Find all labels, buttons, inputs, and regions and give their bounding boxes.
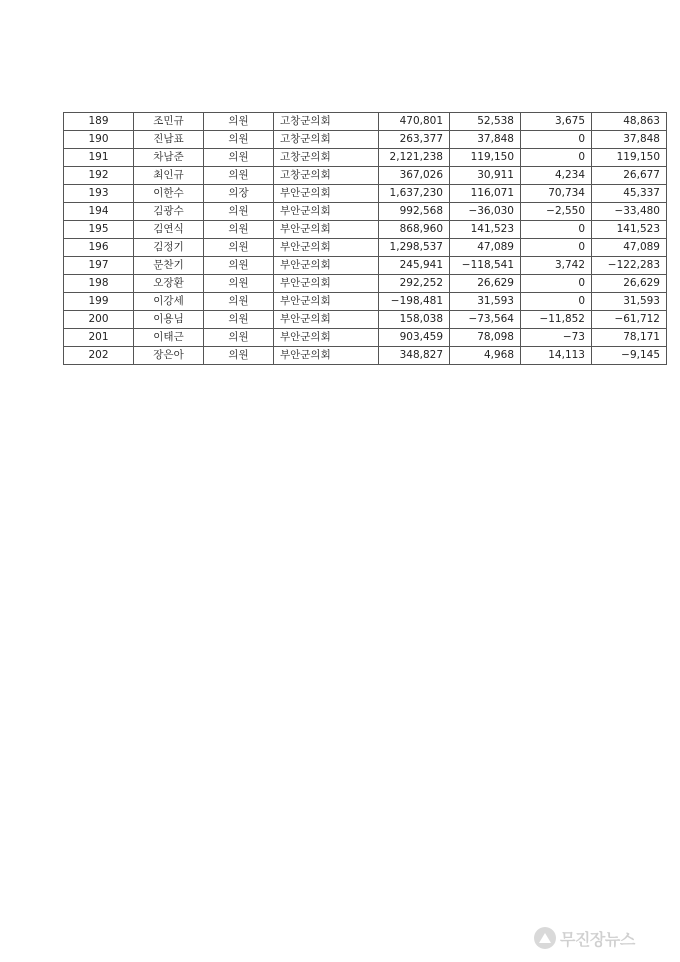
table-row — [64, 239, 667, 257]
cell-council: 부안군의회 — [274, 203, 379, 221]
table-row — [64, 293, 667, 311]
cell-council: 부안군의회 — [274, 311, 379, 329]
cell-name: 김연식 — [134, 221, 204, 239]
cell-position: 의원 — [204, 149, 274, 167]
cell-row-number: 193 — [64, 185, 134, 203]
cell-council: 고창군의회 — [274, 167, 379, 185]
cell-change-amount: 141,523 — [450, 221, 521, 239]
cell-prior-total: 245,941 — [379, 257, 450, 275]
cell-position: 의원 — [204, 167, 274, 185]
cell-position: 의원 — [204, 203, 274, 221]
cell-change-price: −2,550 — [521, 203, 592, 221]
cell-prior-total: 158,038 — [379, 311, 450, 329]
cell-row-number: 196 — [64, 239, 134, 257]
cell-row-number: 192 — [64, 167, 134, 185]
mountain-logo-icon — [534, 927, 556, 949]
cell-change-amount: 26,629 — [450, 275, 521, 293]
cell-council: 고창군의회 — [274, 131, 379, 149]
asset-disclosure-table — [63, 112, 667, 365]
cell-prior-total: 292,252 — [379, 275, 450, 293]
cell-council: 부안군의회 — [274, 329, 379, 347]
table-row — [64, 275, 667, 293]
cell-change-amount: 78,098 — [450, 329, 521, 347]
cell-name: 조민규 — [134, 113, 204, 131]
cell-change-price: 0 — [521, 275, 592, 293]
cell-council: 고창군의회 — [274, 149, 379, 167]
cell-position: 의원 — [204, 257, 274, 275]
cell-change-actual: −61,712 — [592, 311, 667, 329]
cell-change-amount: −118,541 — [450, 257, 521, 275]
cell-name: 차남준 — [134, 149, 204, 167]
table-row — [64, 185, 667, 203]
cell-council: 부안군의회 — [274, 257, 379, 275]
cell-change-price: 0 — [521, 221, 592, 239]
table-row — [64, 113, 667, 131]
table-row — [64, 167, 667, 185]
cell-change-price: 0 — [521, 293, 592, 311]
cell-position: 의원 — [204, 275, 274, 293]
cell-position: 의원 — [204, 293, 274, 311]
cell-change-price: 3,742 — [521, 257, 592, 275]
table-row — [64, 203, 667, 221]
cell-change-amount: 119,150 — [450, 149, 521, 167]
cell-row-number: 194 — [64, 203, 134, 221]
table-row — [64, 329, 667, 347]
cell-row-number: 199 — [64, 293, 134, 311]
cell-position: 의원 — [204, 131, 274, 149]
cell-name: 최인규 — [134, 167, 204, 185]
cell-change-amount: −36,030 — [450, 203, 521, 221]
cell-change-actual: 78,171 — [592, 329, 667, 347]
cell-change-actual: 47,089 — [592, 239, 667, 257]
cell-council: 부안군의회 — [274, 293, 379, 311]
cell-name: 이강세 — [134, 293, 204, 311]
cell-name: 이태근 — [134, 329, 204, 347]
cell-change-amount: 31,593 — [450, 293, 521, 311]
cell-council: 부안군의회 — [274, 347, 379, 365]
watermark — [534, 924, 674, 952]
cell-change-price: 14,113 — [521, 347, 592, 365]
cell-name: 오장환 — [134, 275, 204, 293]
cell-name: 김정기 — [134, 239, 204, 257]
cell-prior-total: 992,568 — [379, 203, 450, 221]
cell-change-actual: −33,480 — [592, 203, 667, 221]
cell-prior-total: 868,960 — [379, 221, 450, 239]
cell-change-price: 70,734 — [521, 185, 592, 203]
cell-change-amount: 52,538 — [450, 113, 521, 131]
cell-change-actual: 45,337 — [592, 185, 667, 203]
cell-row-number: 202 — [64, 347, 134, 365]
cell-position: 의원 — [204, 239, 274, 257]
cell-change-actual: −122,283 — [592, 257, 667, 275]
cell-row-number: 191 — [64, 149, 134, 167]
cell-change-amount: 37,848 — [450, 131, 521, 149]
cell-change-actual: 26,629 — [592, 275, 667, 293]
table-row — [64, 149, 667, 167]
cell-name: 이용님 — [134, 311, 204, 329]
cell-change-price: 0 — [521, 149, 592, 167]
cell-position: 의장 — [204, 185, 274, 203]
cell-name: 진남표 — [134, 131, 204, 149]
table-body — [64, 113, 667, 365]
cell-council: 부안군의회 — [274, 239, 379, 257]
cell-change-price: 0 — [521, 131, 592, 149]
cell-change-price: 4,234 — [521, 167, 592, 185]
cell-prior-total: 367,026 — [379, 167, 450, 185]
cell-row-number: 189 — [64, 113, 134, 131]
cell-change-actual: 141,523 — [592, 221, 667, 239]
cell-council: 부안군의회 — [274, 221, 379, 239]
cell-change-amount: 4,968 — [450, 347, 521, 365]
table-row — [64, 311, 667, 329]
cell-change-actual: −9,145 — [592, 347, 667, 365]
cell-change-amount: −73,564 — [450, 311, 521, 329]
watermark-text: 무진장뉴스 — [560, 929, 635, 949]
cell-prior-total: 1,637,230 — [379, 185, 450, 203]
cell-council: 고창군의회 — [274, 113, 379, 131]
cell-prior-total: −198,481 — [379, 293, 450, 311]
cell-position: 의원 — [204, 329, 274, 347]
cell-name: 장은아 — [134, 347, 204, 365]
cell-row-number: 190 — [64, 131, 134, 149]
cell-change-price: 0 — [521, 239, 592, 257]
cell-change-price: 3,675 — [521, 113, 592, 131]
cell-change-amount: 30,911 — [450, 167, 521, 185]
cell-change-amount: 47,089 — [450, 239, 521, 257]
cell-prior-total: 348,827 — [379, 347, 450, 365]
table-row — [64, 257, 667, 275]
cell-position: 의원 — [204, 311, 274, 329]
cell-prior-total: 2,121,238 — [379, 149, 450, 167]
cell-row-number: 197 — [64, 257, 134, 275]
cell-change-amount: 116,071 — [450, 185, 521, 203]
cell-prior-total: 1,298,537 — [379, 239, 450, 257]
cell-row-number: 198 — [64, 275, 134, 293]
table-row — [64, 347, 667, 365]
cell-change-actual: 37,848 — [592, 131, 667, 149]
cell-change-actual: 48,863 — [592, 113, 667, 131]
cell-position: 의원 — [204, 113, 274, 131]
cell-change-price: −11,852 — [521, 311, 592, 329]
cell-prior-total: 470,801 — [379, 113, 450, 131]
cell-name: 문찬기 — [134, 257, 204, 275]
cell-row-number: 195 — [64, 221, 134, 239]
cell-change-actual: 31,593 — [592, 293, 667, 311]
cell-position: 의원 — [204, 221, 274, 239]
cell-prior-total: 263,377 — [379, 131, 450, 149]
cell-change-price: −73 — [521, 329, 592, 347]
table-row — [64, 221, 667, 239]
cell-name: 김광수 — [134, 203, 204, 221]
cell-council: 부안군의회 — [274, 185, 379, 203]
cell-council: 부안군의회 — [274, 275, 379, 293]
cell-position: 의원 — [204, 347, 274, 365]
cell-name: 이한수 — [134, 185, 204, 203]
table-row — [64, 131, 667, 149]
cell-change-actual: 26,677 — [592, 167, 667, 185]
cell-row-number: 201 — [64, 329, 134, 347]
cell-row-number: 200 — [64, 311, 134, 329]
cell-prior-total: 903,459 — [379, 329, 450, 347]
cell-change-actual: 119,150 — [592, 149, 667, 167]
